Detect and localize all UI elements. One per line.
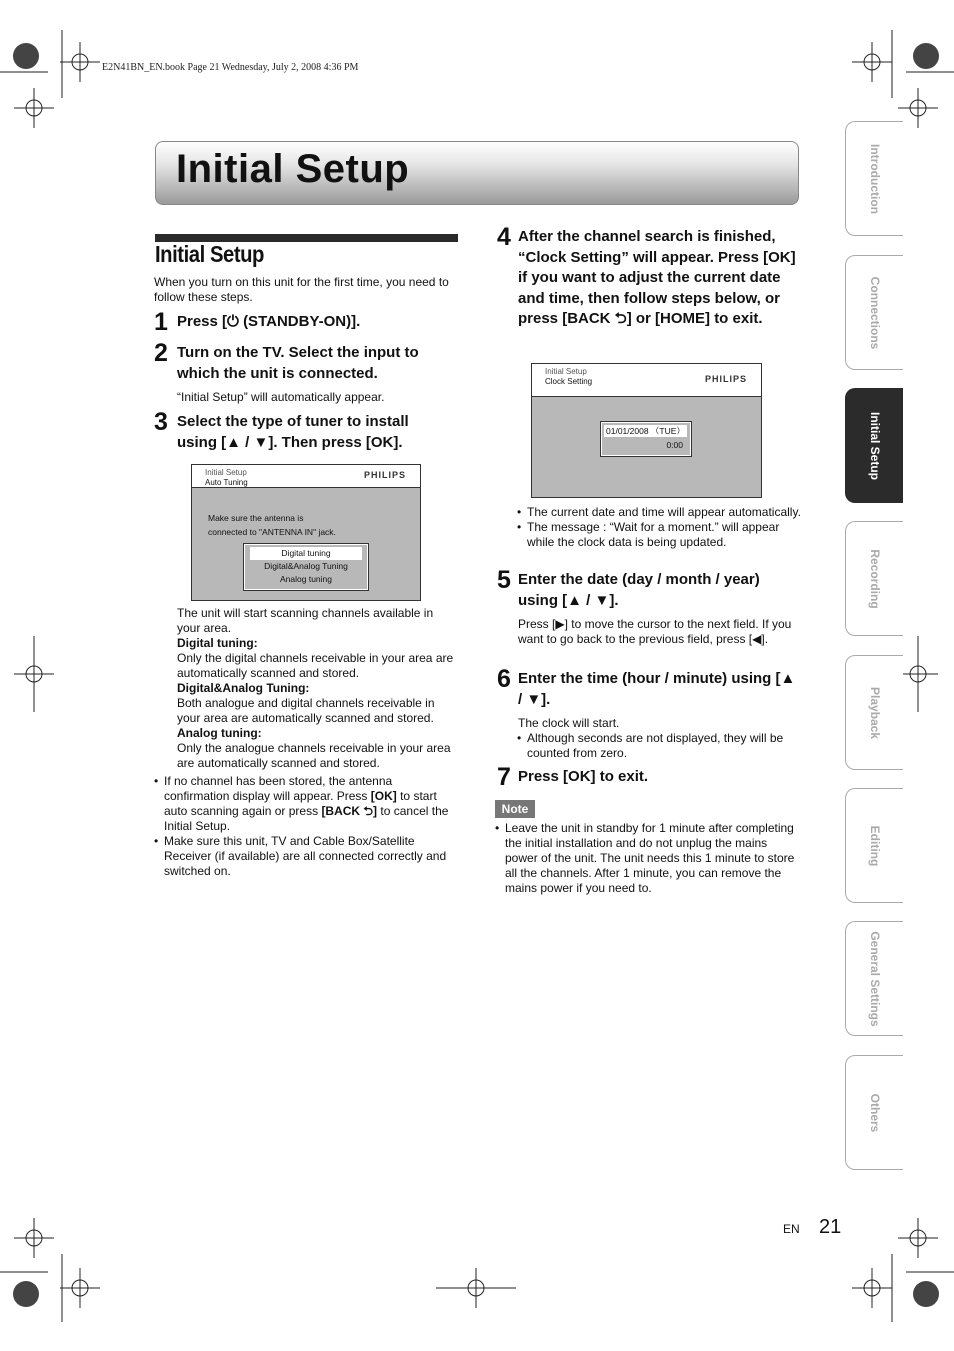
list-item: • Make sure this unit, TV and Cable Box/Satellite Receiver (if available) are all connected correctly and switched on. [154, 834, 459, 879]
screen-title: Initial Setup [545, 367, 587, 376]
term-analog: Analog tuning: [177, 726, 262, 740]
screen-subtitle: Clock Setting [545, 377, 593, 386]
step-3-details [177, 606, 457, 771]
section-heading: Initial Setup [155, 241, 264, 267]
step-1-number: 1 [154, 308, 168, 336]
step-2-after: “Initial Setup” will automatically appear. [177, 390, 385, 404]
option-digital-analog-tuning[interactable]: Digital&Analog Tuning [264, 561, 348, 571]
tab-recording[interactable]: Recording [845, 521, 903, 636]
list-item: • The current date and time will appear automatically. [517, 505, 802, 520]
tab-connections[interactable]: Connections [845, 255, 903, 370]
clock-fields [600, 421, 692, 457]
clock-setting-screen [531, 363, 762, 498]
tuning-menu [243, 543, 369, 591]
option-analog-tuning[interactable]: Analog tuning [280, 574, 332, 584]
tab-editing[interactable]: Editing [845, 788, 903, 903]
step-2-number: 2 [154, 339, 168, 367]
step-4-bullets [517, 505, 802, 550]
note-list [495, 821, 800, 896]
desc-digital-analog: Both analogue and digital channels receivable in your area are automatically scanned and stored. [177, 696, 435, 725]
desc-digital: Only the digital channels receivable in your area are automatically scanned and stored. [177, 651, 454, 680]
desc-analog: Only the analogue channels receivable in your area are automatically scanned and stored. [177, 741, 451, 770]
scan-text: The unit will start scanning channels available in your area. [177, 606, 434, 635]
auto-tuning-screen [191, 464, 421, 601]
term-digital: Digital tuning: [177, 636, 258, 650]
tab-others[interactable]: Others [845, 1055, 903, 1170]
step-4-number: 4 [497, 223, 511, 251]
intro-text: When you turn on this unit for the first time, you need to follow these steps. [154, 275, 449, 304]
step-3-text: Select the type of tuner to install using [▲ / ▼]. Then press [OK]. [177, 413, 409, 451]
list-item: • If no channel has been stored, the antenna confirmation display will appear. Press [OK] to start auto scanning again or press [BACK ⮌] to cancel the Initial Setup. [154, 774, 459, 834]
tab-initial-setup[interactable]: Initial Setup [845, 388, 903, 503]
footer-language: EN [783, 1222, 800, 1236]
list-item: • Leave the unit in standby for 1 minute after completing the initial installation and do not unplug the mains power of the unit. The unit needs this 1 minute to store all the channels. After 1 minute, you can remove the mains power if you need to. [495, 821, 800, 896]
screen-header [532, 364, 761, 397]
option-digital-tuning[interactable]: Digital tuning [250, 547, 362, 560]
tab-playback[interactable]: Playback [845, 655, 903, 770]
time-field[interactable]: 0:00 [666, 440, 683, 450]
term-digital-analog: Digital&Analog Tuning: [177, 681, 310, 695]
tab-general-settings[interactable]: General Settings [845, 921, 903, 1036]
philips-logo: PHILIPS [363, 470, 406, 480]
date-field[interactable]: 01/01/2008 （TUE） [606, 426, 685, 436]
step-7-number: 7 [497, 763, 511, 791]
page-title: Initial Setup [176, 147, 410, 191]
step-6-after: The clock will start. [518, 716, 620, 730]
print-header: E2N41BN_EN.book Page 21 Wednesday, July 2, 2008 4:36 PM [102, 62, 359, 73]
antenna-message: Make sure the antenna is connected to "ANTENNA IN" jack. [208, 513, 336, 537]
step-6-bullets [517, 731, 802, 761]
step-5-text: Enter the date (day / month / year) using [▲ / ▼]. [518, 571, 760, 609]
title-banner [155, 141, 799, 205]
note-label: Note [495, 800, 535, 818]
tab-introduction[interactable]: Introduction [845, 121, 903, 236]
screen-title: Initial Setup [205, 468, 247, 477]
page-number: 21 [819, 1216, 842, 1238]
philips-logo: PHILIPS [704, 374, 747, 384]
screen-header [192, 465, 420, 488]
step-5-after: Press [▶] to move the cursor to the next field. If you want to go back to the previous field, press [◀]. [518, 617, 792, 646]
step-3-number: 3 [154, 408, 168, 436]
step-7-text: Press [OK] to exit. [518, 768, 649, 785]
step-6-text: Enter the time (hour / minute) using [▲ / ▼]. [518, 670, 796, 708]
step-2-text: Turn on the TV. Select the input to which the unit is connected. [177, 344, 419, 382]
step-6-number: 6 [497, 665, 511, 693]
step-1-text: Press [⏻ (STANDBY-ON)]. [177, 313, 361, 330]
screen-subtitle: Auto Tuning [205, 478, 248, 487]
step-4-text: After the channel search is finished, “Clock Setting” will appear. Press [OK] if you want to adjust the current date and time, then follow steps below, or press [BACK ⮌] or [HOME] to exit. [518, 228, 796, 327]
list-item: • The message : “Wait for a moment.” will appear while the clock data is being updated. [517, 520, 802, 550]
step-5-number: 5 [497, 566, 511, 594]
list-item: • Although seconds are not displayed, they will be counted from zero. [517, 731, 802, 761]
step-3-bullets [154, 774, 459, 879]
